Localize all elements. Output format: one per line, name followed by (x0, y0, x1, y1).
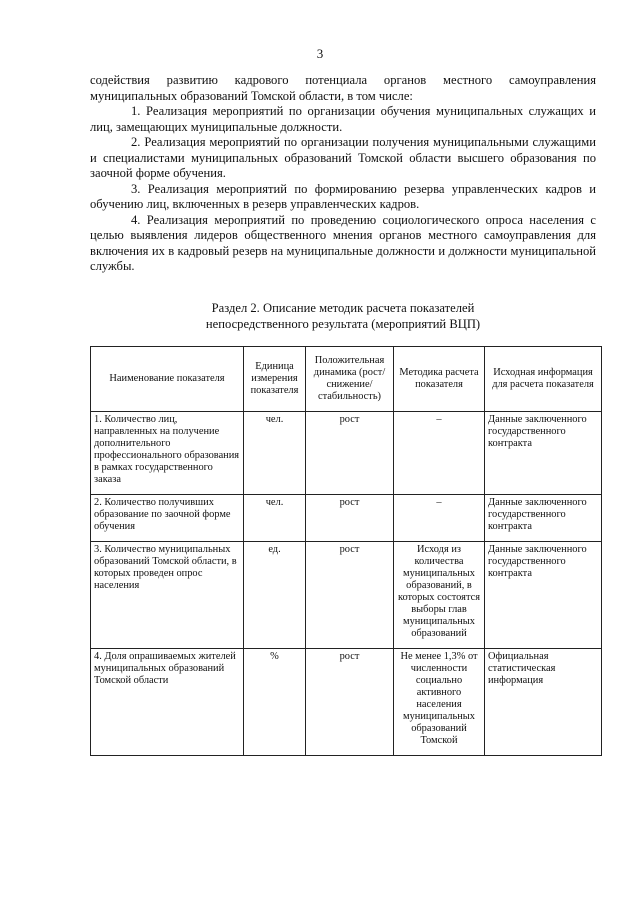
cell-method: – (394, 412, 485, 495)
cell-indicator-name: 4. Доля опрашиваемых жителей муниципальных образований Томской области (91, 649, 244, 756)
intro-paragraph: содействия развитию кадрового потенциала органов местного самоуправления муниципальных образований Томской области, в том числе: (90, 73, 596, 103)
cell-dynamics: рост (306, 495, 394, 542)
cell-dynamics: рост (306, 542, 394, 649)
header-method: Методика расчета показателя (394, 347, 485, 412)
section-title-line: Раздел 2. Описание методик расчета показателей (211, 301, 475, 315)
cell-method: Не менее 1,3% от численности социально активного населения муниципальных образований Томской (394, 649, 485, 756)
cell-unit: чел. (244, 495, 306, 542)
header-source: Исходная информация для расчета показателя (485, 347, 602, 412)
table-row (91, 495, 602, 542)
cell-source: Данные заключенного государственного контракта (485, 542, 602, 649)
cell-indicator-name: 1. Количество лиц, направленных на получение дополнительного профессионального образования в рамках государственного заказа (91, 412, 244, 495)
table-row (91, 649, 602, 756)
cell-method: – (394, 495, 485, 542)
header-dynamics: Положительная динамика (рост/снижение/ стабильность) (306, 347, 394, 412)
list-item: 3. Реализация мероприятий по формированию резерва управленческих кадров и обучению лиц, включенных в резерв управленческих кадров. (90, 181, 596, 211)
cell-unit: чел. (244, 412, 306, 495)
table-header-row (91, 347, 602, 412)
cell-indicator-name: 3. Количество муниципальных образований Томской области, в которых проведен опрос населения (91, 542, 244, 649)
list-item: 4. Реализация мероприятий по проведению социологического опроса населения с целью выявления лидеров общественного мнения органов местного самоуправления для включения их в кадровый резерв на муниципальные должности и должности муниципальной службы. (90, 212, 596, 273)
cell-unit: % (244, 649, 306, 756)
table-row (91, 542, 602, 649)
indicators-table (90, 346, 602, 756)
header-unit: Единица измерения показателя (244, 347, 306, 412)
cell-method: Исходя из количества муниципальных образований, в которых состоятся выборы глав муниципальных образований (394, 542, 485, 649)
cell-unit: ед. (244, 542, 306, 649)
body-text (90, 73, 596, 275)
list-item: 2. Реализация мероприятий по организации получения муниципальными служащими и специалистами муниципальных образований Томской области высшего образования по заочной форме обучения. (90, 135, 596, 180)
section-title (90, 300, 596, 332)
cell-dynamics: рост (306, 412, 394, 495)
header-indicator-name: Наименование показателя (91, 347, 244, 412)
page-number: 3 (316, 46, 324, 61)
cell-source: Данные заключенного государственного контракта (485, 412, 602, 495)
cell-source: Официальная статистическая информация (485, 649, 602, 756)
cell-indicator-name: 2. Количество получивших образование по заочной форме обучения (91, 495, 244, 542)
cell-source: Данные заключенного государственного контракта (485, 495, 602, 542)
list-item: 1. Реализация мероприятий по организации обучения муниципальных служащих и лиц, замещающих муниципальные должности. (90, 104, 596, 134)
section-title-line: непосредственного результата (мероприятий ВЦП) (205, 317, 481, 331)
cell-dynamics: рост (306, 649, 394, 756)
table-row (91, 412, 602, 495)
